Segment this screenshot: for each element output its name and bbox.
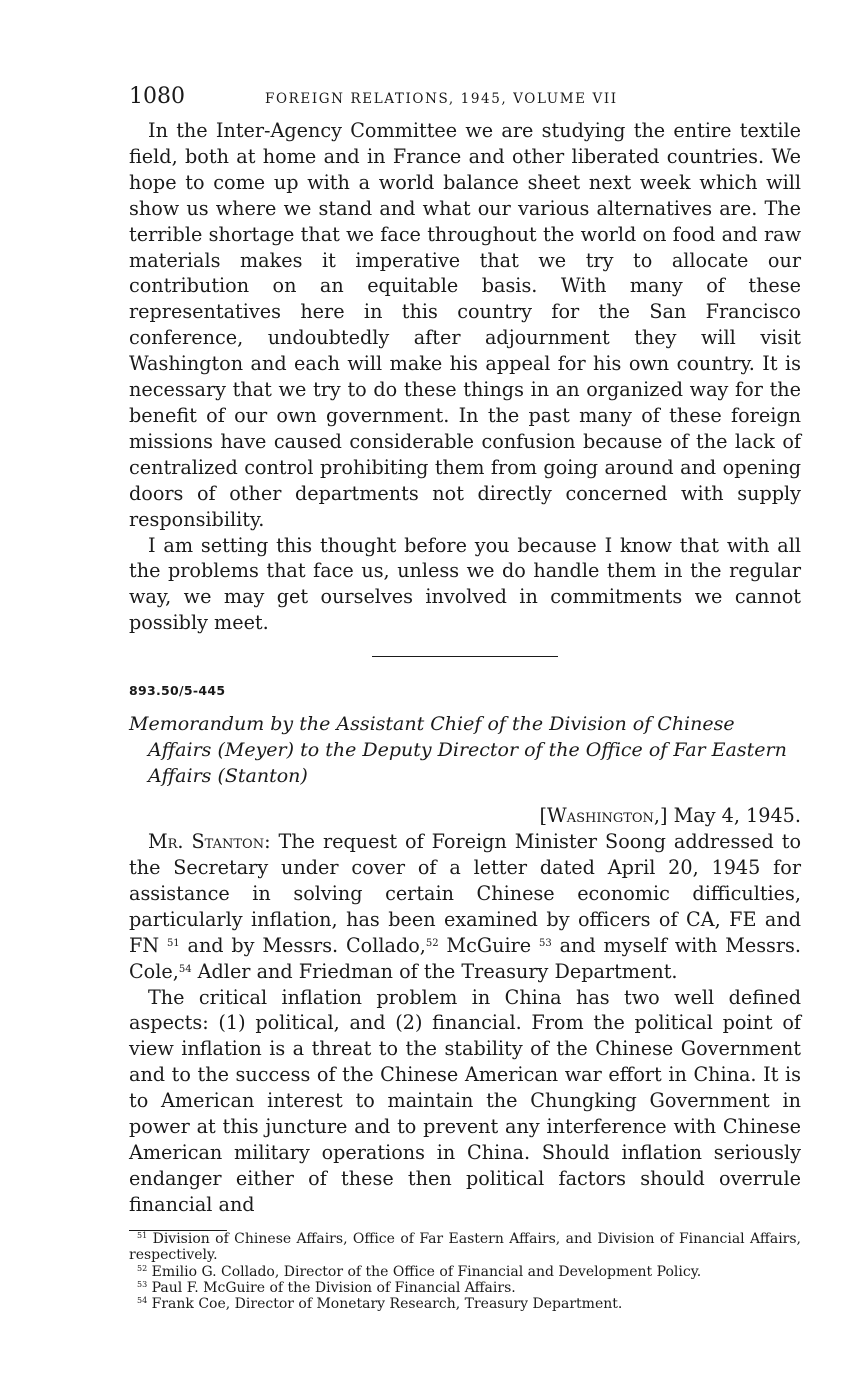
dateline [129, 803, 801, 829]
document-page [129, 84, 801, 1313]
salutation: Mr. Stanton: [148, 830, 271, 854]
page-number: 1080 [129, 84, 185, 109]
section-divider [372, 656, 558, 657]
footnote [129, 1280, 801, 1296]
intro-paragraph: In the Inter-Agency Committee we are studying the entire textile field, both at home and in France and other liberated countries. We hope to come up with a world balance sheet next week which will show us where we stand and what our various alternatives are. The terrible shortage that we face throughout the world on food and raw materials makes it imperative that we try to allocate our contribution on an equitable basis. With many of these representatives here in this country for the San Francisco conference, undoubtedly after adjournment they will visit Washington and each will make his appeal for his own country. It is necessary that we try to do these things in an organized way for the benefit of our own government. In the past many of these foreign missions have caused considerable confusion because of the lack of centralized control prohibiting them from going around and opening doors of other departments not directly concerned with supply responsibility. [129, 119, 801, 531]
footnote [129, 1264, 801, 1280]
memo-text-run: McGuire [446, 933, 532, 957]
footnote-ref[interactable]: 54 [178, 963, 192, 975]
footnote-ref[interactable]: 53 [539, 937, 552, 949]
footnote [129, 1296, 801, 1312]
memo-text-run: Adler and Friedman of the Treasury Department. [197, 959, 678, 983]
memo-paragraph: The critical inflation problem in China has two well defined aspects: (1) political, and (2) financial. From the political point of view inflation is a threat to the stability of the Chinese Government and to the success of the Chinese American war effort in China. It is to American interest to maintain the Chungking Government in power at this juncture and to prevent any interference with Chinese American military operations in China. Should inflation seriously endanger either of these then political factors should overrule financial and [129, 985, 801, 1216]
intro-paragraph: I am setting this thought before you because I know that with all the problems that face us, unless we do handle them in the regular way, we may get ourselves involved in commitments we cannot possibly meet. [129, 533, 801, 635]
footnote-number: 53 [137, 1279, 148, 1289]
footnote-number: 52 [137, 1263, 148, 1273]
intro-text [129, 118, 801, 636]
footnote-text: Frank Coe, Director of Monetary Research, Treasury Department. [151, 1296, 623, 1313]
document-title: Memorandum by the Assistant Chief of the Division of Chinese Affairs (Meyer) to the Deputy Director of the Office of Far Eastern Affairs (Stanton) [129, 713, 787, 788]
footnote-ref[interactable]: 51 [166, 937, 180, 949]
footnote-text: Emilio G. Collado, Director of the Office of Financial and Development Policy. [151, 1263, 702, 1280]
memo-text-run: and by Messrs. Collado, [187, 933, 426, 957]
footnote-text: Division of Chinese Affairs, Office of Far Eastern Affairs, and Division of Financial Affairs, respectively. [129, 1230, 802, 1264]
page-header [129, 84, 801, 118]
footnote-ref[interactable]: 52 [425, 937, 439, 949]
dateline-date: May 4, 1945. [673, 804, 801, 828]
footnote-number: 54 [137, 1296, 148, 1306]
memo-text [129, 829, 801, 1218]
footnote-text: Paul F. McGuire of the Division of Financial Affairs. [151, 1279, 516, 1296]
file-number: 893.50/5-445 [129, 683, 226, 699]
dateline-place: [Washington,] [539, 804, 668, 828]
memo-paragraph [129, 829, 801, 984]
footnote-number: 51 [137, 1230, 148, 1240]
memo-text-run: and myself with Messrs. Cole, [129, 933, 802, 983]
footnotes [129, 1231, 801, 1313]
footnote [129, 1231, 801, 1264]
running-title: FOREIGN RELATIONS, 1945, VOLUME VII [265, 91, 618, 107]
memo-text-run: The request of Foreign Minister Soong addressed to the Secretary under cover of a letter dated April 20, 1945 for assistance in solving certain Chinese economic difficulties, particularly inflation, has been examined by officers of CA, FE and FN [129, 830, 802, 957]
